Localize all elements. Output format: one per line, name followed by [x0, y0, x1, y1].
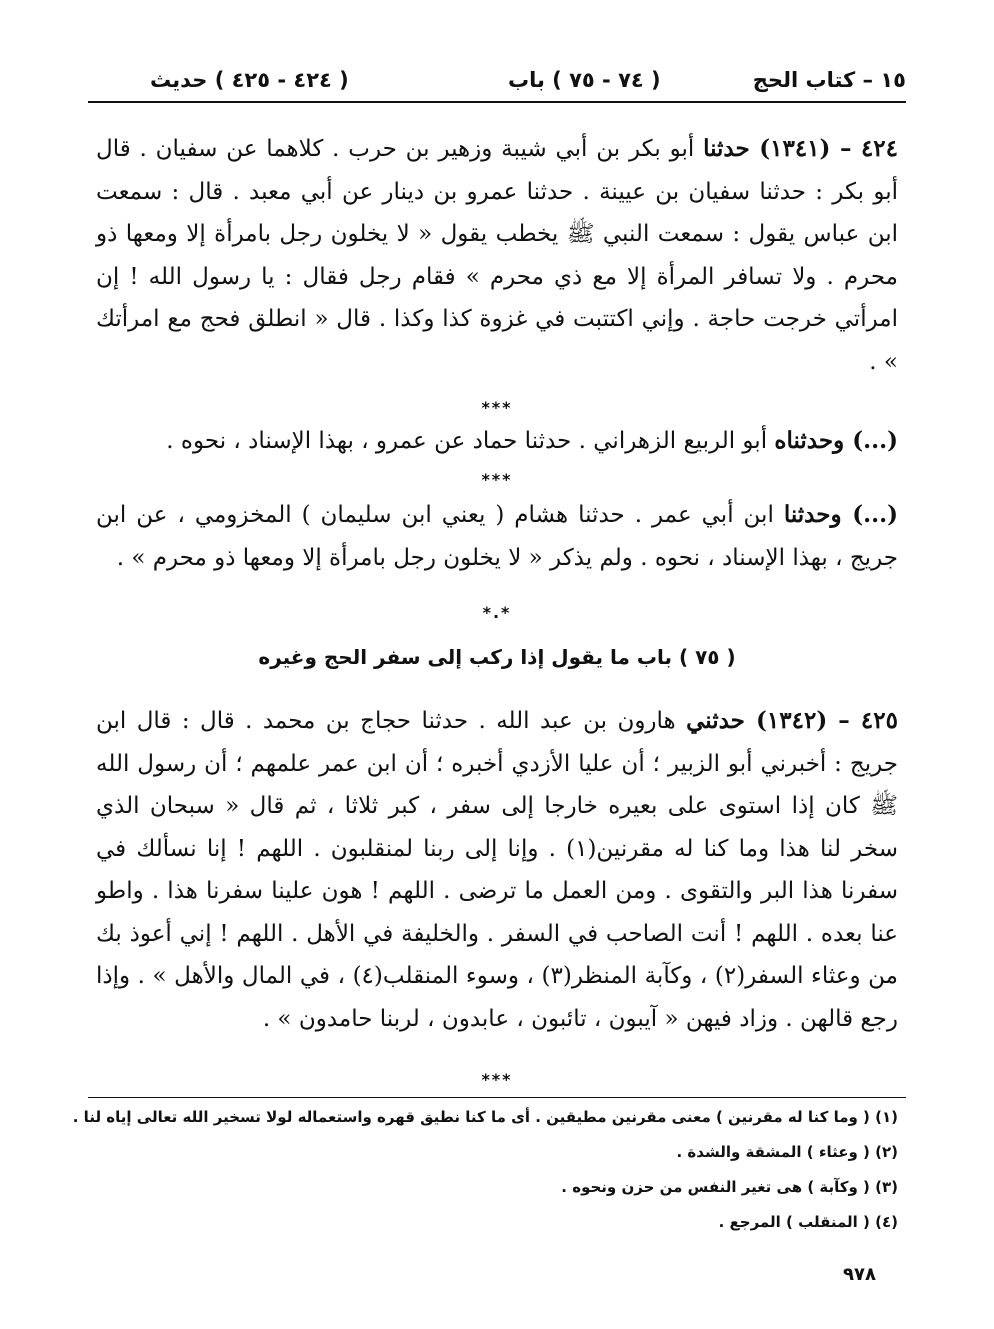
footnotes — [72, 1100, 898, 1240]
page-header — [88, 62, 906, 102]
separator-stars: *** — [481, 470, 513, 489]
separator-stars: *** — [481, 398, 513, 417]
separator-stars-small: *.* — [482, 603, 512, 622]
hadith-range: ( ٤٢٤ - ٤٢٥ ) حديث — [150, 68, 349, 92]
page-number: ٩٧٨ — [843, 1264, 876, 1285]
chapter-title: ( ٧٥ ) باب ما يقول إذا ركب إلى سفر الحج وغيره — [258, 645, 736, 669]
hadith-424-lead: ٤٢٤ – (١٣٤١) حدثنا — [703, 135, 899, 162]
chain-2-lead: (...) وحدثناه — [774, 427, 898, 454]
hadith-425-lead: ٤٢٥ – (١٣٤٢) حدثني — [686, 707, 898, 734]
separator-stars: *** — [481, 1070, 513, 1089]
footnote-2: (٢) ( وعثاء ) المشقة والشدة . — [676, 1143, 898, 1161]
footnote-1: (١) ( وما كنا له مقرنين ) معنى مقرنين مطيقين . أى ما كنا نطيق قهره واستعماله لولا تسخير الله تعالى إياه لنا . — [72, 1108, 898, 1126]
hadith-424-text: أبو بكر بن أبي شيبة وزهير بن حرب . كلاهما عن سفيان . قال أبو بكر : حدثنا سفيان بن عيينة . حدثنا عمرو بن دينار عن أبي معبد . قال : سمعت ابن عباس يقول : سمعت النبي ﷺ يخطب يقول « لا يخلون رجل بامرأة إلا ومعها ذو محرم . ولا تسافر المرأة إلا مع ذي محرم » فقام رجل فقال : يا رسول الله ! إن امرأتي خرجت حاجة . وإني اكتتبت في غزوة كذا وكذا . قال « انطلق فحج مع امرأتك » . — [96, 136, 898, 375]
hadith-425-text: هارون بن عبد الله . حدثنا حجاج بن محمد . قال : قال ابن جريج : أخبرني أبو الزبير ؛ أن عليا الأزدي أخبره ؛ أن ابن عمر علمهم ؛ أن رسول الله ﷺ كان إذا استوى على بعيره خارجا إلى سفر ، كبر ثلاثا ، ثم قال « سبحان الذي سخر لنا هذا وما كنا له مقرنين(١) . وإنا إلى ربنا لمنقلبون . اللهم ! إنا نسألك في سفرنا هذا البر والتقوى . ومن العمل ما ترضى . اللهم ! هون علينا سفرنا هذا . واطو عنا بعده . اللهم ! أنت الصاحب في السفر . والخليفة في الأهل . اللهم ! إني أعوذ بك من وعثاء السفر(٢) ، وكآبة المنظر(٣) ، وسوء المنقلب(٤) ، في المال والأهل » . وإذا رجع قالهن . وزاد فيهن « آيبون ، تائبون ، عابدون ، لربنا حامدون » . — [96, 708, 898, 1032]
book-title: ١٥ – كتاب الحج — [752, 68, 906, 92]
hadith-425 — [96, 700, 898, 1040]
footnote-3: (٣) ( وكآبة ) هى تغير النفس من حزن ونحوه . — [561, 1178, 898, 1196]
chain-3-lead: (...) وحدثنا — [783, 501, 898, 528]
header-divider — [88, 101, 906, 103]
chain-3-text: ابن أبي عمر . حدثنا هشام ( يعني ابن سليمان ) المخزومي ، عن ابن جريج ، بهذا الإسناد ، نحوه . ولم يذكر « لا يخلون رجل بامرأة إلا ومعها ذو محرم » . — [96, 502, 898, 571]
footnote-divider — [88, 1097, 906, 1098]
chapter-range: ( ٧٤ - ٧٥ ) باب — [508, 68, 661, 92]
hadith-424 — [96, 128, 898, 383]
hadith-424-chain-3 — [96, 494, 898, 579]
footnote-4: (٤) ( المنقلب ) المرجع . — [718, 1213, 898, 1231]
hadith-424-chain-2 — [96, 420, 898, 463]
chain-2-text: أبو الربيع الزهراني . حدثنا حماد عن عمرو ، بهذا الإسناد ، نحوه . — [166, 428, 775, 454]
